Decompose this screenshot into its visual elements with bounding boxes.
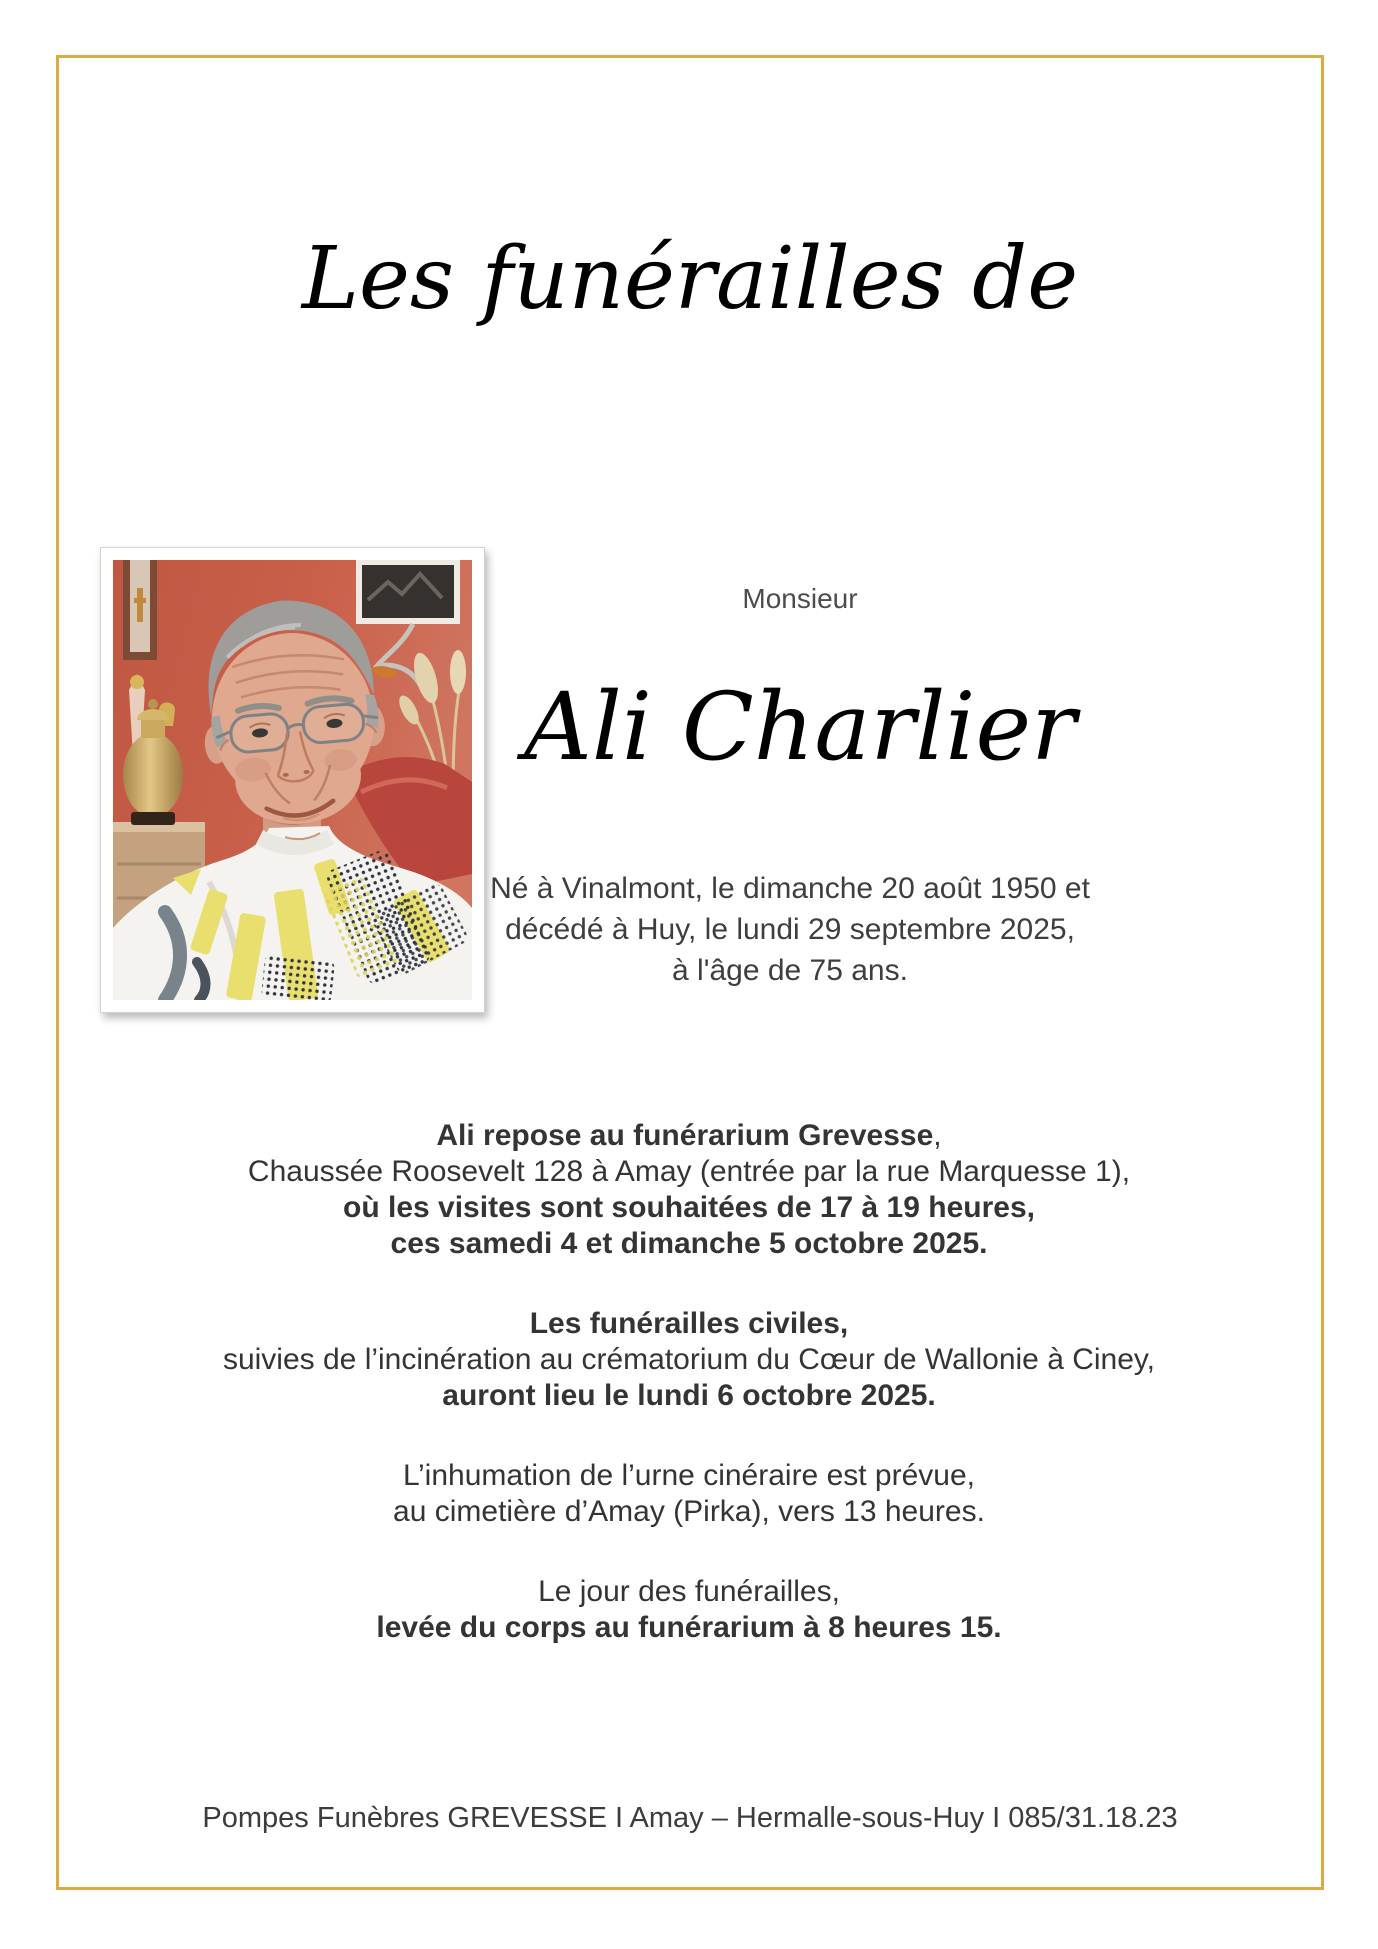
life-details-line-3: à l'âge de 75 ans.: [672, 954, 908, 987]
deceased-name: Ali Charlier: [523, 673, 1077, 782]
inhumation-line-1: L’inhumation de l’urne cinéraire est prévue,: [402, 1459, 975, 1492]
funeral-home-footer: Pompes Funèbres GREVESSE I Amay – Hermalle-sous-Huy I 085/31.18.23: [202, 1802, 1178, 1834]
page-title: Les funérailles de: [301, 229, 1079, 329]
salutation-text: Monsieur: [742, 583, 858, 614]
funerailles-paragraph: [100, 1306, 1278, 1414]
portrait-illustration: [113, 560, 472, 1000]
life-details-line-1: Né à Vinalmont, le dimanche 20 août 1950 et: [490, 872, 1090, 905]
announcement-body: [100, 1118, 1278, 1690]
funerailles-line-1: Les funérailles civiles,: [529, 1307, 849, 1340]
jour-funerailles-line-1: Le jour des funérailles,: [538, 1575, 840, 1608]
funerailles-line-3: auront lieu le lundi 6 octobre 2025.: [442, 1379, 936, 1412]
inhumation-line-2: au cimetière d’Amay (Pirka), vers 13 heures.: [393, 1495, 985, 1528]
portrait-photo: [100, 547, 485, 1013]
repose-line-3: où les visites sont souhaitées de 17 à 19 heures,: [343, 1191, 1035, 1224]
jour-funerailles-paragraph: [100, 1574, 1278, 1646]
repose-line-2: Chaussée Roosevelt 128 à Amay (entrée par la rue Marquesse 1),: [247, 1155, 1131, 1188]
life-details: [440, 868, 1140, 991]
repose-line-4: ces samedi 4 et dimanche 5 octobre 2025.: [390, 1227, 988, 1260]
jour-funerailles-line-2: levée du corps au funérarium à 8 heures 15.: [376, 1611, 1002, 1644]
inhumation-paragraph: [100, 1458, 1278, 1530]
repose-line-1: Ali repose au funérarium Grevesse,: [436, 1119, 942, 1152]
repose-paragraph: [100, 1118, 1278, 1262]
life-details-line-2: décédé à Huy, le lundi 29 septembre 2025,: [505, 913, 1075, 946]
funerailles-line-2: suivies de l’incinération au crématorium du Cœur de Wallonie à Ciney,: [222, 1343, 1156, 1376]
